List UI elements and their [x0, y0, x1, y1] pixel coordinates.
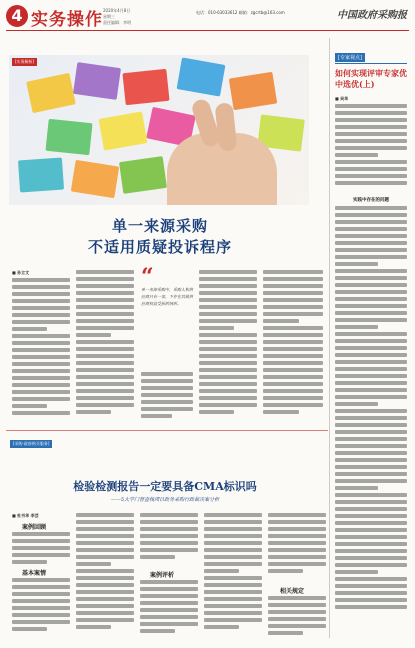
- page-number-badge: 4: [6, 5, 28, 27]
- bottom-body-col-5: [268, 513, 326, 583]
- hero-image: [9, 55, 309, 205]
- bottom-body-col-1: [12, 532, 70, 566]
- sticky-note: [177, 57, 226, 96]
- sidebar-tag-label: [专家视点]: [335, 53, 365, 62]
- header-rule: [6, 30, 409, 31]
- sticky-note: [45, 119, 92, 155]
- subhead-related-rules: 相关规定: [280, 588, 305, 595]
- issue-editor: 责任编辑：李明: [103, 20, 131, 25]
- bottom-body-col-5b: [268, 596, 326, 640]
- bottom-article-tag: [采购·政府购买服务]: [10, 440, 52, 448]
- main-body-col-5: [263, 270, 323, 424]
- sidebar-author: ■ 吴华: [335, 96, 349, 101]
- issue-weekday: 星期三: [103, 14, 115, 19]
- sticky-note: [71, 160, 119, 198]
- bottom-body-col-3: [140, 513, 198, 567]
- bottom-article-title: 检验检测报告一定要具备CMA标识吗: [73, 480, 257, 493]
- newspaper-name: 中国政府采购报: [337, 10, 407, 21]
- bottom-body-col-2: [76, 513, 134, 640]
- sticky-note: [18, 158, 64, 193]
- main-title-line1: 单一来源采购: [111, 217, 208, 235]
- sticky-note: [99, 111, 148, 150]
- section-title: 实务操作: [31, 10, 103, 30]
- subhead-case-analysis: 案例评析: [150, 572, 175, 579]
- bottom-body-col-1b: [12, 578, 70, 640]
- issue-meta: [103, 8, 163, 26]
- sticky-note: [229, 72, 277, 110]
- main-body-col-3: [141, 372, 193, 424]
- subhead-case-review: 案例回顾: [22, 524, 47, 531]
- issue-date: 2020年4月8日: [103, 8, 131, 13]
- sidebar-subhead: 实践中存在的问题: [353, 198, 389, 203]
- quote-mark-icon: “: [141, 264, 154, 290]
- bottom-body-col-3b: [140, 580, 198, 640]
- bottom-article-author: ■ 杜书华 李芸: [12, 513, 39, 518]
- sidebar-tag: [335, 44, 407, 64]
- sidebar-title: 如何实现评审专家优中选优(上): [335, 68, 407, 89]
- main-body-col-4: [199, 270, 257, 424]
- contact-info: 电话：010-63033612 邮箱：zgcrtb@163.com: [196, 10, 285, 15]
- sticky-note: [119, 156, 167, 194]
- page-header: [0, 0, 415, 34]
- sidebar-body-top: [335, 104, 407, 192]
- sticky-note: [73, 62, 121, 100]
- sticky-note: [26, 73, 76, 113]
- bottom-article-subtitle: ——5大学门督查栈项目政务采购行政裁决案分析: [110, 497, 220, 503]
- main-body-col-2: [76, 270, 134, 424]
- bottom-body-col-4: [204, 513, 262, 640]
- main-byline: ■ 孙立文: [12, 270, 30, 275]
- section-divider: [6, 430, 328, 431]
- subhead-basic-facts: 基本案情: [22, 570, 47, 577]
- main-body-col-1: [12, 278, 70, 424]
- pull-quote: [141, 264, 193, 307]
- sticky-note: [122, 69, 169, 105]
- main-title-line2: 不适用质疑投诉程序: [87, 238, 232, 256]
- image-tag: [实务解析]: [12, 58, 37, 66]
- sidebar-body-bottom: [335, 206, 407, 638]
- column-divider: [329, 38, 330, 638]
- pull-quote-text: 单一来源采购中，采购人和供应商只有一家，不存在其他供应商权益受损的情形。: [141, 287, 193, 306]
